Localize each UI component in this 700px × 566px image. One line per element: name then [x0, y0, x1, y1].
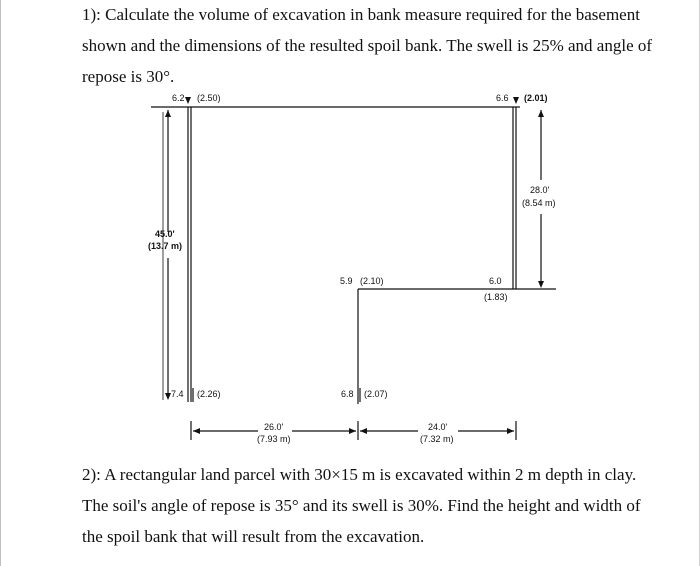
arrow-head-right	[349, 428, 356, 434]
bottom-mid-ft-label: 6.8	[341, 389, 354, 399]
width-right-m-label: (7.32 m)	[420, 434, 454, 444]
left-depth-m-label: (13.7 m)	[148, 241, 183, 251]
left-depth-ft-label: 45.0'	[155, 229, 175, 239]
arrow-head-right	[507, 428, 514, 434]
bottom-left-m-label: (2.26)	[197, 389, 221, 399]
top-left-ft-label: 6.2	[172, 93, 185, 103]
width-left-ft-label: 26.0'	[264, 422, 284, 432]
arrow-head-up	[165, 110, 171, 117]
question-2-line: The soil's angle of repose is 35° and its swell is 30%. Find the height and width of	[82, 496, 641, 515]
inner-right-m-label: (1.83)	[484, 292, 508, 302]
inner-right-ft-label: 6.0	[489, 276, 502, 286]
arrow-head-down	[538, 281, 544, 288]
question-1-line: repose is 30°.	[82, 67, 175, 86]
top-right-m-label: (2.01)	[524, 93, 548, 103]
right-depth-m-label: (8.54 m)	[522, 198, 556, 208]
inner-top-ft-label: 5.9	[340, 276, 353, 286]
question-2-line: 2): A rectangular land parcel with 30×15 m is excavated within 2 m depth in clay.	[82, 465, 637, 484]
question-1-line: 1): Calculate the volume of excavation in bank measure required for the basement	[82, 5, 640, 24]
width-right-ft-label: 24.0'	[428, 422, 448, 432]
question-2-line: the spoil bank that will result from the excavation.	[82, 527, 425, 546]
question-2-text	[82, 459, 642, 552]
corner-arrow-icon	[513, 97, 519, 104]
top-left-m-label: (2.50)	[197, 93, 221, 103]
arrow-head-left	[193, 428, 200, 434]
bottom-left-ft-label: 7.4	[171, 389, 184, 399]
question-1-line: shown and the dimensions of the resulted spoil bank. The swell is 25% and angle of	[82, 36, 653, 55]
inner-top-m-label: (2.10)	[360, 276, 384, 286]
bottom-mid-m-label: (2.07)	[364, 389, 388, 399]
top-right-ft-label: 6.6	[496, 93, 509, 103]
width-left-m-label: (7.93 m)	[257, 434, 291, 444]
arrow-head-left	[360, 428, 367, 434]
right-depth-ft-label: 28.0'	[530, 185, 550, 195]
corner-arrow-icon	[185, 97, 191, 104]
arrow-head-up	[538, 110, 544, 117]
